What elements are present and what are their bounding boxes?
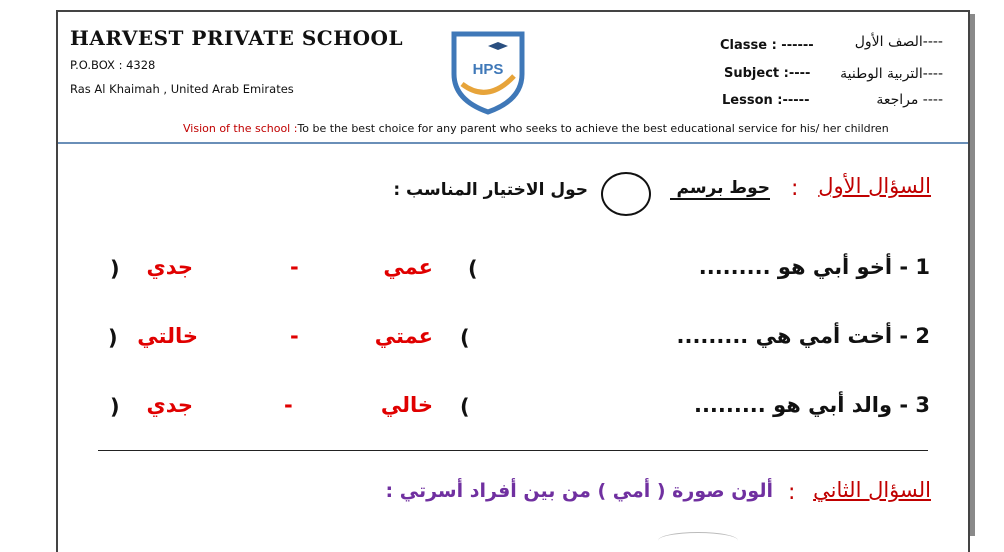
q1-item3-dash: - xyxy=(284,393,293,417)
section-divider xyxy=(98,450,928,451)
q1-item3-open-paren: ( xyxy=(460,395,470,419)
q1-item1-prompt: 1 - أخو أبي هو ......... xyxy=(698,255,930,279)
question1-colon: : xyxy=(791,176,799,201)
class-label: Classe : ------ xyxy=(720,38,814,53)
q1-item1-open-paren: ( xyxy=(468,257,478,281)
school-logo xyxy=(448,26,528,120)
q1-item3-option2[interactable]: جدي xyxy=(146,393,193,417)
q1-item2-option1[interactable]: عمتي xyxy=(374,324,433,348)
po-box: P.O.BOX : 4328 xyxy=(70,58,156,72)
vision-text: To be the best choice for any parent who seeks to achieve the best educational service for his/ her children xyxy=(297,122,889,135)
question2-instruction: ألون صورة ( أمي ) من بين أفراد أسرتي : xyxy=(385,480,773,502)
q1-item1-option2[interactable]: جدي xyxy=(146,255,193,279)
q1-item2-prompt: 2 - أخت أمي هي ......... xyxy=(676,324,930,348)
question1-title: السؤال الأول xyxy=(818,174,931,198)
school-name: HARVEST PRIVATE SCHOOL xyxy=(70,26,404,50)
question1-instruction-circle: حوط برسم xyxy=(670,178,770,200)
school-vision xyxy=(183,122,889,135)
q1-item2-dash: - xyxy=(290,324,299,348)
school-address: Ras Al Khaimah , United Arab Emirates xyxy=(70,82,294,96)
lesson-label: Lesson :----- xyxy=(722,93,810,108)
header-divider xyxy=(58,142,968,144)
q1-item3-option1[interactable]: خالي xyxy=(380,393,433,417)
logo-text: HPS xyxy=(472,61,504,78)
question1-instruction: حول الاختيار المناسب : xyxy=(393,180,588,200)
q1-item2-option2[interactable]: خالتي xyxy=(137,324,198,348)
subject-label: Subject :---- xyxy=(724,66,811,81)
worksheet-page xyxy=(56,10,970,552)
question2-title: السؤال الثاني xyxy=(813,478,931,502)
vision-label: Vision of the school : xyxy=(183,122,298,135)
q1-item3-prompt: 3 - والد أبي هو ......... xyxy=(693,393,930,417)
lesson-value: ---- مراجعة xyxy=(876,92,943,108)
q1-item1-option1[interactable]: عمي xyxy=(383,255,433,279)
q1-item2-open-paren: ( xyxy=(460,326,470,350)
q1-item3-close-paren: ) xyxy=(110,395,120,419)
subject-value: ----التربية الوطنية xyxy=(840,66,943,82)
q1-item1-close-paren: ) xyxy=(110,257,120,281)
q1-item2-close-paren: ) xyxy=(108,326,118,350)
answer-circle-shape xyxy=(601,172,651,216)
image-placeholder-edge xyxy=(658,532,738,549)
question2-colon: : xyxy=(788,480,796,505)
class-value: ----الصف الأول xyxy=(854,34,943,50)
q1-item1-dash: - xyxy=(290,255,299,279)
